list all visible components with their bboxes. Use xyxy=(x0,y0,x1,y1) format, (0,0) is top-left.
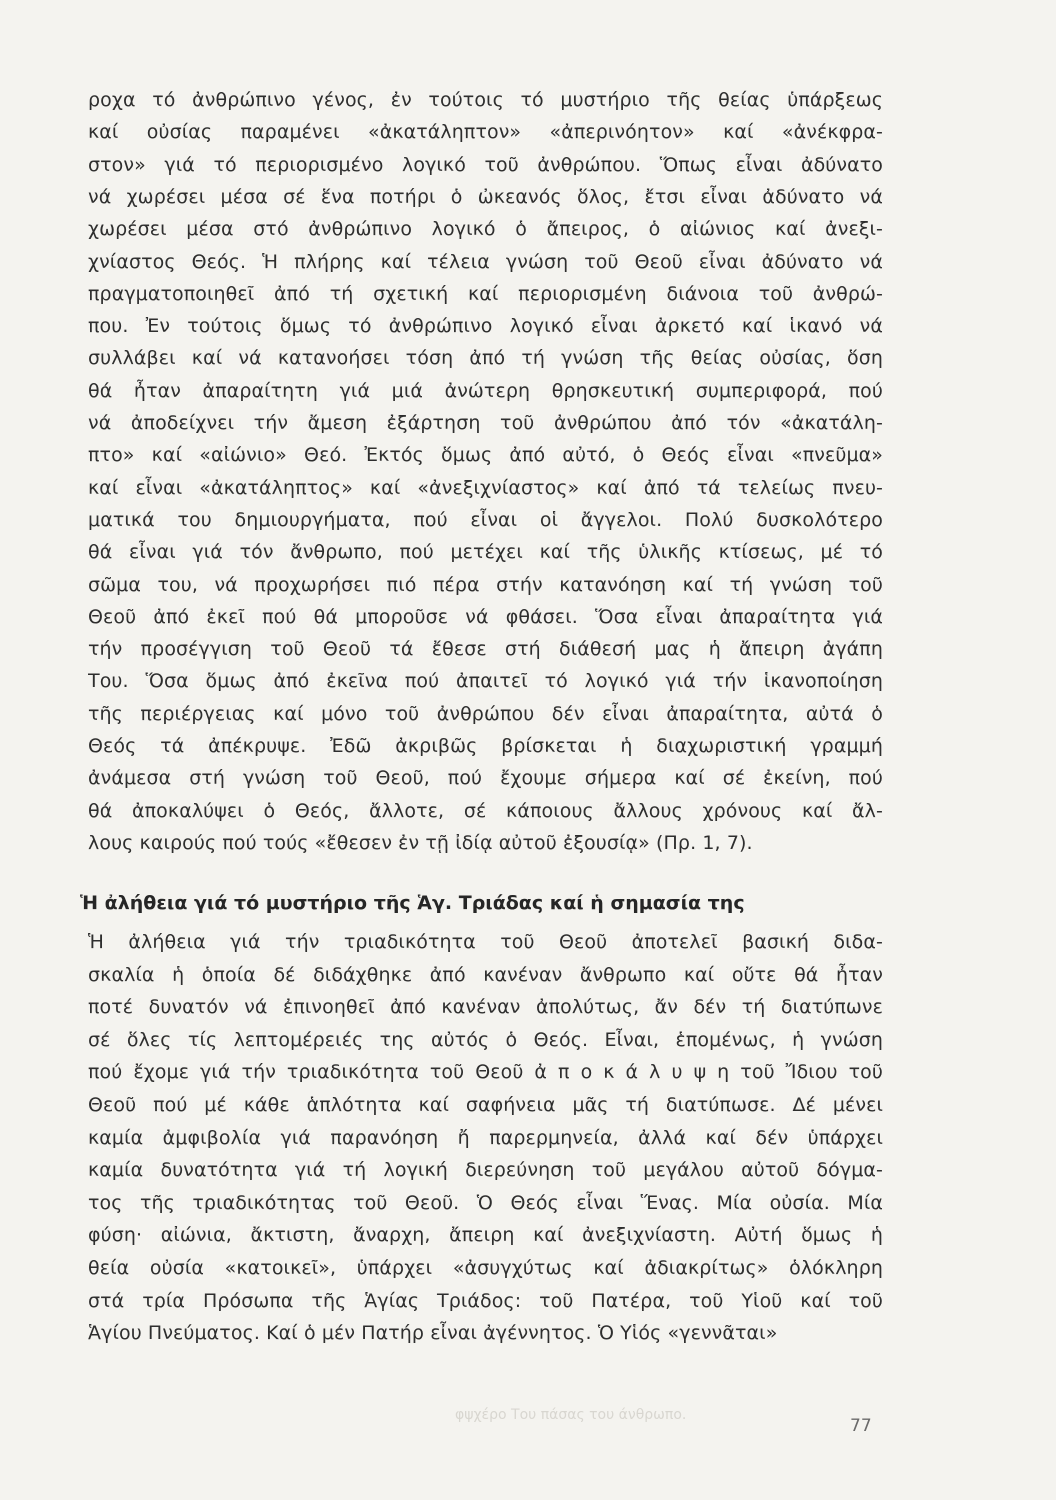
text-line: σκαλία ἡ ὁποία δέ διδάχθηκε ἀπό κανέναν ἄνθρωπο καί οὔτε θά ἦταν xyxy=(88,963,883,986)
text-line: πραγματοποιηθεῖ ἀπό τή σχετική καί περιορισμένη διάνοια τοῦ ἀνθρώ- xyxy=(88,282,883,305)
text-line: Ἡ ἀλήθεια γιά τήν τριαδικότητα τοῦ Θεοῦ ἀποτελεῖ βασική διδα- xyxy=(88,931,883,953)
text-line: στον» γιά τό περιορισμένο λογικό τοῦ ἀνθρώπου. Ὅπως εἶναι ἀδύνατο xyxy=(88,153,883,176)
text-line: χνίαστος Θεός. Ἡ πλήρης καί τέλεια γνώση τοῦ Θεοῦ εἶναι ἀδύνατο νά xyxy=(88,250,883,273)
text-line: καμία δυνατότητα γιά τή λογική διερεύνηση τοῦ μεγάλου αὐτοῦ δόγμα- xyxy=(88,1159,883,1182)
text-line: που. Ἐν τούτοις ὅμως τό ἀνθρώπινο λογικό εἶναι ἀρκετό καί ἱκανό νά xyxy=(88,315,883,338)
section-heading: Ἡ ἀλήθεια γιά τό μυστήριο τῆς Ἁγ. Τριάδας καί ἡ σημασία της xyxy=(80,892,745,914)
text-line: Θεός τά ἀπέκρυψε. Ἐδῶ ἀκριβῶς βρίσκεται ἡ διαχωριστική γραμμή xyxy=(88,735,883,757)
text-line: ροχα τό ἀνθρώπινο γένος, ἐν τούτοις τό μυστήριο τῆς θείας ὑπάρξεως xyxy=(88,89,883,111)
text-line: ἀνάμεσα στή γνώση τοῦ Θεοῦ, πού ἔχουμε σήμερα καί σέ ἐκείνη, πού xyxy=(88,767,883,790)
text-line: καί οὐσίας παραμένει «ἀκατάληπτον» «ἀπερινόητον» καί «ἀνέκφρα- xyxy=(88,121,883,144)
text-line: πτο» καί «αἰώνιο» Θεό. Ἐκτός ὅμως ἀπό αὐτό, ὁ Θεός εἶναι «πνεῦμα» xyxy=(88,444,883,467)
text-line: καμία ἀμφιβολία γιά παρανόηση ἤ παρερμηνεία, ἀλλά καί δέν ὑπάρχει xyxy=(88,1126,883,1149)
text-line: σῶμα του, νά προχωρήσει πιό πέρα στήν κατανόηση καί τή γνώση τοῦ xyxy=(88,573,883,596)
bleed-through-text: φψχέρο Του πάσας του άνθρωπο. xyxy=(455,1407,687,1423)
text-line: ποτέ δυνατόν νά ἐπινοηθεῖ ἀπό κανέναν ἀπολύτως, ἄν δέν τή διατύπωνε xyxy=(88,996,883,1019)
text-line: σέ ὅλες τίς λεπτομέρειές της αὐτός ὁ Θεός. Εἶναι, ἑπομένως, ἡ γνώση xyxy=(88,1028,883,1051)
text-line: καί εἶναι «ἀκατάληπτος» καί «ἀνεξιχνίαστος» καί ἀπό τά τελείως πνευ- xyxy=(88,476,883,499)
text-line: φύση· αἰώνια, ἄκτιστη, ἄναρχη, ἄπειρη καί ἀνεξιχνίαστη. Αὐτή ὅμως ἡ xyxy=(88,1224,883,1247)
text-line: θά ἦταν ἀπαραίτητη γιά μιά ἀνώτερη θρησκευτική συμπεριφορά, πού xyxy=(88,379,883,402)
text-line: χωρέσει μέσα στό ἀνθρώπινο λογικό ὁ ἄπειρος, ὁ αἰώνιος καί ἀνεξι- xyxy=(88,218,883,241)
text-line: πού ἔχομε γιά τήν τριαδικότητα τοῦ Θεοῦ ἀ π ο κ ά λ υ ψ η τοῦ Ἴδιου τοῦ xyxy=(88,1061,883,1084)
text-line: θεία οὐσία «κατοικεῖ», ὑπάρχει «ἀσυγχύτως καί ἀδιακρίτως» ὁλόκληρη xyxy=(88,1257,883,1279)
text-line: συλλάβει καί νά κατανοήσει τόση ἀπό τή γνώση τῆς θείας οὐσίας, ὅση xyxy=(88,347,883,370)
text-line: στά τρία Πρόσωπα τῆς Ἁγίας Τριάδος: τοῦ Πατέρα, τοῦ Υἱοῦ καί τοῦ xyxy=(88,1289,883,1312)
text-line: νά χωρέσει μέσα σέ ἕνα ποτήρι ὁ ὠκεανός ὅλος, ἔτσι εἶναι ἀδύνατο νά xyxy=(88,185,883,208)
text-line: Θεοῦ πού μέ κάθε ἁπλότητα καί σαφήνεια μᾶς τή διατύπωσε. Δέ μένει xyxy=(88,1094,883,1116)
text-line: Του. Ὅσα ὅμως ἀπό ἐκεῖνα πού ἀπαιτεῖ τό λογικό γιά τήν ἱκανοποίηση xyxy=(88,670,883,693)
text-line: τος τῆς τριαδικότητας τοῦ Θεοῦ. Ὁ Θεός εἶναι Ἕνας. Μία οὐσία. Μία xyxy=(88,1191,883,1214)
text-line: θά εἶναι γιά τόν ἄνθρωπο, πού μετέχει καί τῆς ὑλικῆς κτίσεως, μέ τό xyxy=(88,541,883,564)
text-line: λους καιρούς πού τούς «ἔθεσεν ἐν τῇ ἰδίᾳ αὐτοῦ ἐξουσίᾳ» (Πρ. 1, 7). xyxy=(88,831,753,854)
page-number: 77 xyxy=(850,1416,872,1436)
text-line: νά ἀποδείχνει τήν ἄμεση ἐξάρτηση τοῦ ἀνθρώπου ἀπό τόν «ἀκατάλη- xyxy=(88,412,883,434)
text-line: Ἁγίου Πνεύματος. Καί ὁ μέν Πατήρ εἶναι ἀγέννητος. Ὁ Υἱός «γεννᾶται» xyxy=(88,1322,778,1345)
text-line: Θεοῦ ἀπό ἐκεῖ πού θά μποροῦσε νά φθάσει. Ὅσα εἶναι ἀπαραίτητα γιά xyxy=(88,605,883,628)
text-line: θά ἀποκαλύψει ὁ Θεός, ἄλλοτε, σέ κάποιους ἄλλους χρόνους καί ἄλ- xyxy=(88,799,883,822)
text-line: τήν προσέγγιση τοῦ Θεοῦ τά ἔθεσε στή διάθεσή μας ἡ ἄπειρη ἀγάπη xyxy=(88,638,883,661)
text-line: ματικά του δημιουργήματα, πού εἶναι οἱ ἄγγελοι. Πολύ δυσκολότερο xyxy=(88,508,883,531)
text-line: τῆς περιέργειας καί μόνο τοῦ ἀνθρώπου δέν εἶναι ἀπαραίτητα, αὐτά ὁ xyxy=(88,702,883,725)
